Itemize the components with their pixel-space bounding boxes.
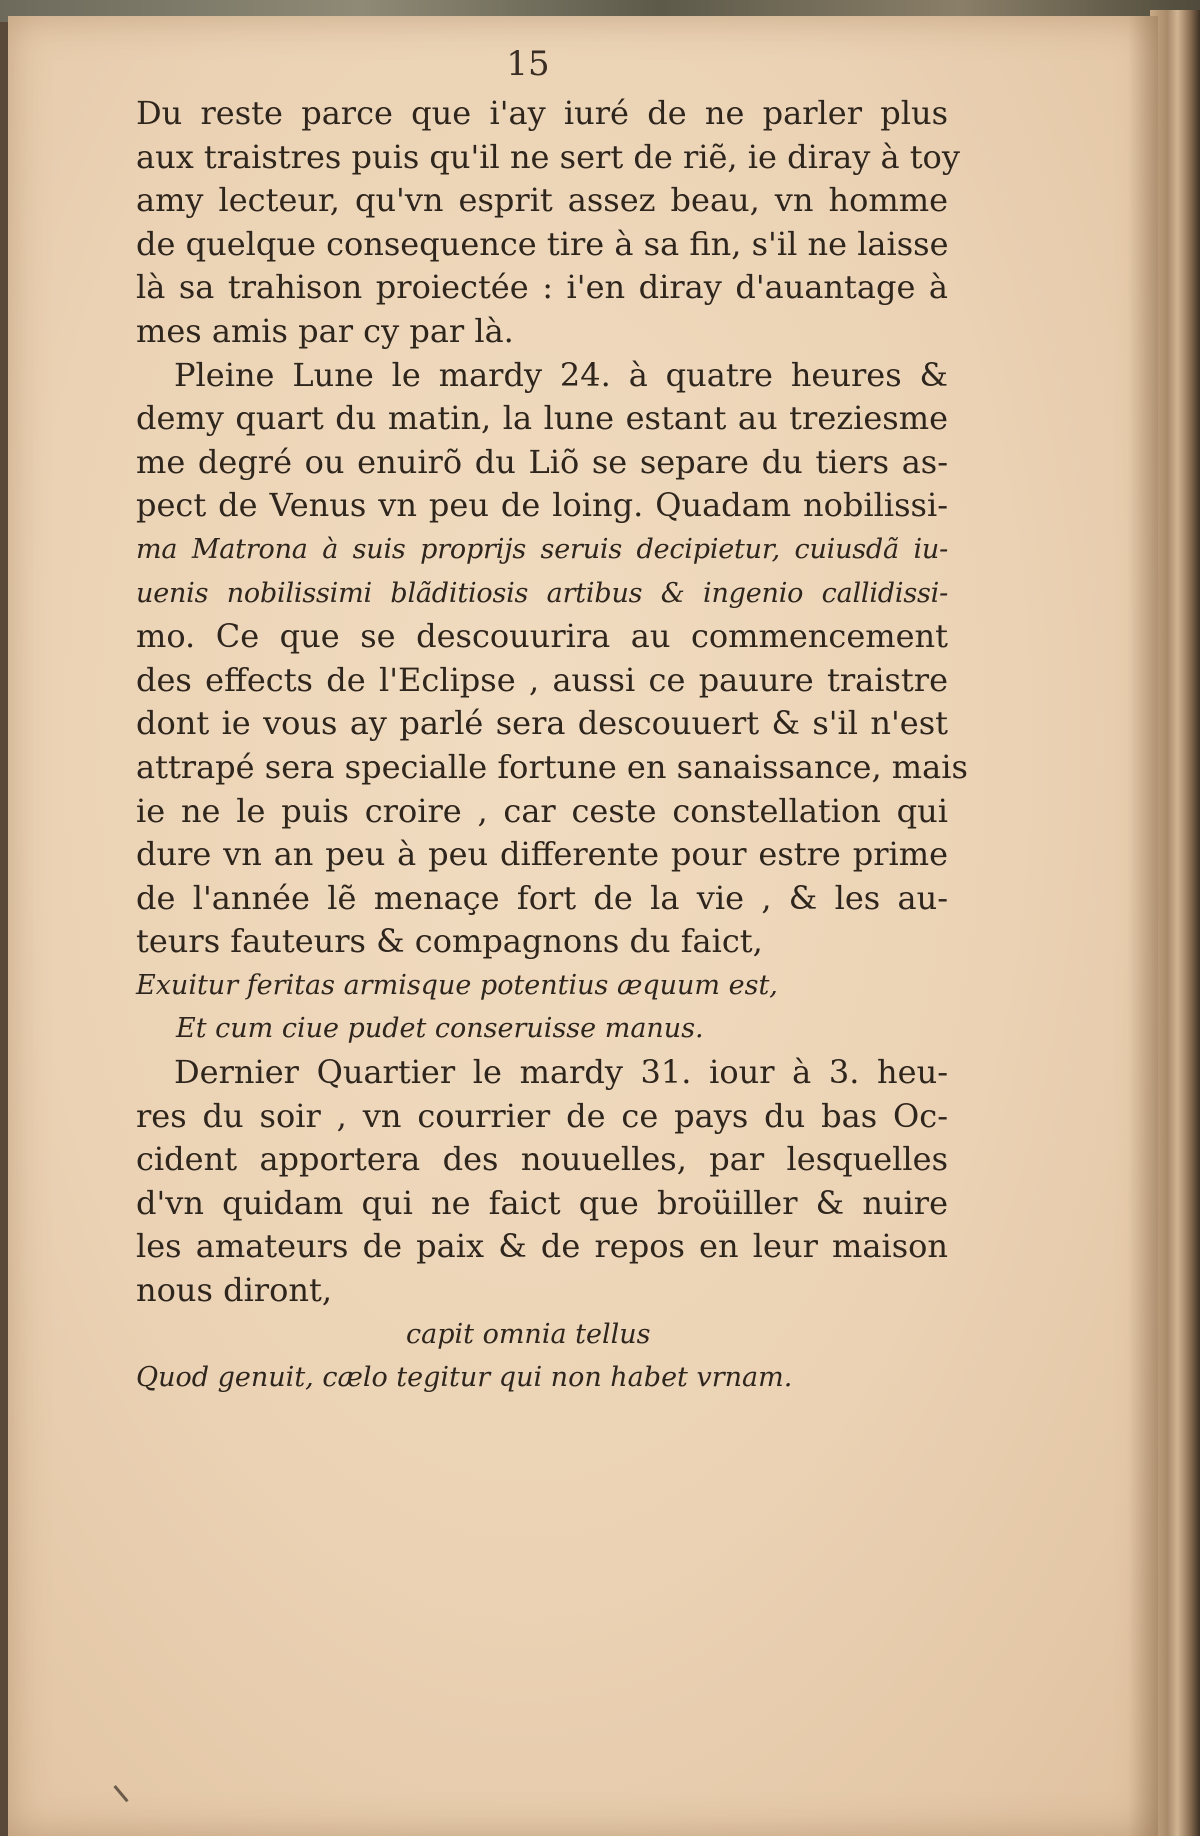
text-line: res du soir , vn courrier de ce pays du bas Oc-	[136, 1096, 948, 1135]
text-line: des effects de l'Eclipse , aussi ce pauure traistre	[136, 660, 948, 699]
text-line: attrapé sera specialle fortune en sanaissance, mais	[136, 747, 968, 786]
text-line: cident apportera des nouuelles, par lesquelles	[136, 1140, 948, 1179]
text-line: les amateurs de paix & de repos en leur maison	[136, 1227, 948, 1266]
text-line: Pleine Lune le mardy 24. à quatre heures &	[174, 355, 948, 394]
body-text	[136, 92, 968, 1400]
text-line: dure vn an peu à peu differente pour estre prime	[136, 835, 948, 874]
text-line: d'vn quidam qui ne faict que broüiller & nuire	[136, 1183, 948, 1222]
text-line: mes amis par cy par là.	[136, 311, 514, 350]
latin-verse-line: capit omnia tellus	[406, 1318, 651, 1350]
text-line: dont ie vous ay parlé sera descouuert & s'il n'est	[136, 704, 948, 743]
latin-verse-line: Exuitur feritas armisque potentius æquum est,	[136, 969, 778, 1001]
latin-verse-line: Quod genuit, cælo tegitur qui non habet vrnam.	[136, 1362, 793, 1394]
latin-text-line: ma Matrona à suis proprijs seruis decipietur, cuiusdã iu-	[136, 533, 948, 565]
text-line: de quelque consequence tire à sa fin, s'il ne laisse	[136, 224, 949, 263]
text-line: là sa trahison proiectée : i'en diray d'auantage à	[136, 268, 948, 307]
text-line: pect de Venus vn peu de loing. Quadam nobilissi-	[136, 486, 948, 525]
text-line: Dernier Quartier le mardy 31. iour à 3. heu-	[174, 1053, 948, 1092]
latin-verse-line: Et cum ciue pudet conseruisse manus.	[176, 1013, 704, 1045]
latin-text-line: uenis nobilissimi blãditiosis artibus & ingenio callidissi-	[136, 577, 948, 609]
text-line: me degré ou enuirõ du Liõ se separe du tiers as-	[136, 442, 948, 481]
text-line: mo. Ce que se descouurira au commencement	[136, 617, 948, 656]
text-line: demy quart du matin, la lune estant au treziesme	[136, 399, 948, 438]
page-number: 15	[506, 44, 550, 84]
text-line: Du reste parce que i'ay iuré de ne parler plus	[136, 94, 948, 132]
text-line: ie ne le puis croire , car ceste constellation qui	[136, 791, 948, 830]
page-gutter-shadow	[1128, 16, 1158, 1836]
text-line: teurs fauteurs & compagnons du faict,	[136, 922, 763, 961]
text-line: aux traistres puis qu'il ne sert de riẽ, ie diray à toy	[136, 137, 960, 176]
ink-mark	[113, 1766, 151, 1803]
text-line: nous diront,	[136, 1271, 332, 1310]
text-line: de l'année lẽ menaçe fort de la vie , & les au-	[136, 878, 948, 917]
text-line: amy lecteur, qu'vn esprit assez beau, vn homme	[136, 181, 948, 220]
book-page	[8, 16, 1158, 1836]
